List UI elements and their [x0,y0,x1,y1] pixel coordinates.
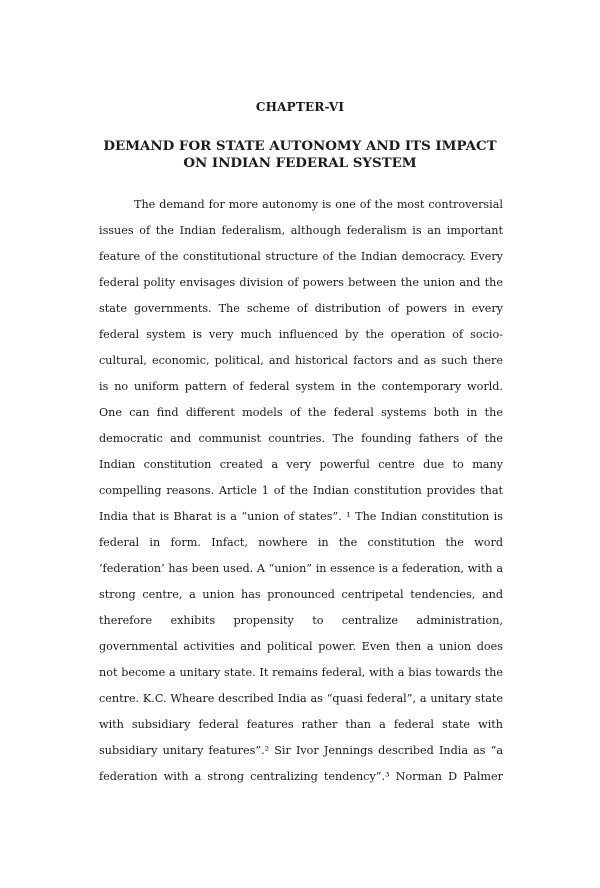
body-line: governmental activities and political power. Even then a union does [99,640,503,653]
body-line: state governments. The scheme of distribution of powers in every [99,302,503,315]
body-line: One can find different models of the federal systems both in the [99,406,503,419]
body-line: feature of the constitutional structure of the Indian democracy. Every [99,250,503,263]
chapter-label: CHAPTER-VI [255,100,345,114]
body-line: centre. K.C. Wheare described India as “quasi federal”, a unitary state [99,692,503,705]
body-line: is no uniform pattern of federal system in the contemporary world. [99,380,503,393]
body-paragraph [99,192,503,790]
body-line: Indian constitution created a very powerful centre due to many [99,458,503,471]
chapter-title-line-1: DEMAND FOR STATE AUTONOMY AND ITS IMPACT [103,138,497,154]
body-line: India that is Bharat is a “union of states”. ¹ The Indian constitution is [99,510,503,523]
body-line: The demand for more autonomy is one of the most controversial [134,198,503,211]
body-line: therefore exhibits propensity to centralize administration, [99,614,503,627]
body-line: strong centre, a union has pronounced centripetal tendencies, and [99,588,503,601]
body-line: federation with a strong centralizing tendency”.³ Norman D Palmer [99,770,503,783]
body-line: federal polity envisages division of powers between the union and the [99,276,503,289]
chapter-title [60,138,540,172]
body-line: federal system is very much influenced by the operation of socio- [99,328,503,341]
body-line: compelling reasons. Article 1 of the Indian constitution provides that [99,484,503,497]
body-line: cultural, economic, political, and historical factors and as such there [99,354,503,367]
body-line: federal in form. Infact, nowhere in the constitution the word [99,536,503,549]
body-line: subsidiary unitary features”.² Sir Ivor Jennings described India as “a [99,744,503,757]
body-line: issues of the Indian federalism, although federalism is an important [99,224,503,237]
body-line: with subsidiary federal features rather than a federal state with [99,718,503,731]
body-line: democratic and communist countries. The founding fathers of the [99,432,503,445]
body-line: not become a unitary state. It remains federal, with a bias towards the [99,666,503,679]
chapter-title-line-2: ON INDIAN FEDERAL SYSTEM [183,155,417,171]
body-line: ‘federation’ has been used. A “union” in essence is a federation, with a [99,562,503,575]
